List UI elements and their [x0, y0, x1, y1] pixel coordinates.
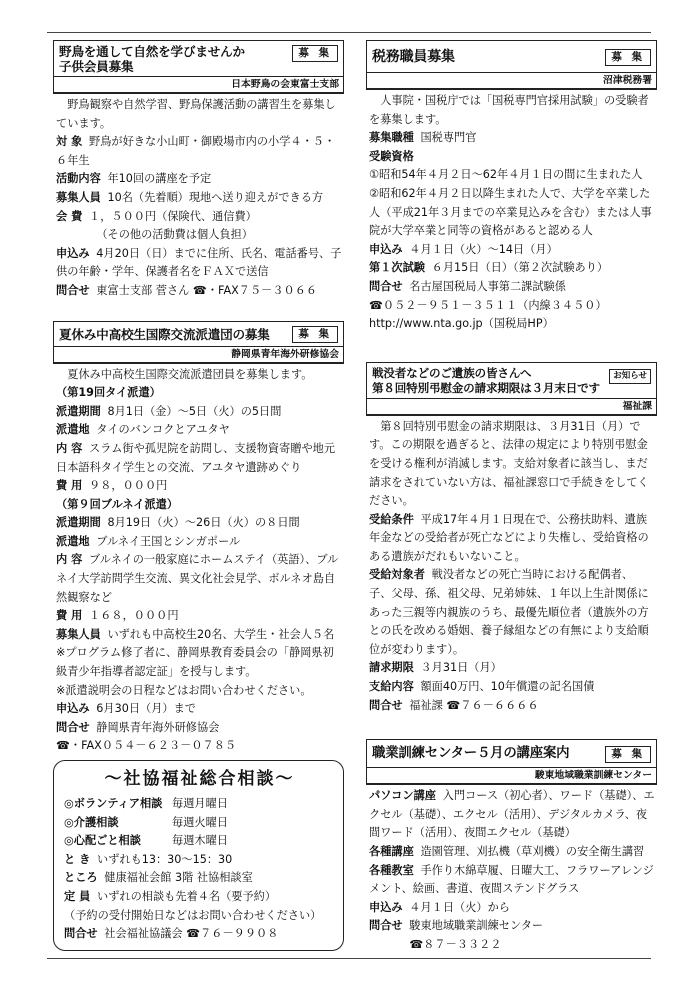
article-title: 税務職員募集: [372, 49, 455, 65]
contact-row: 問合せ 社会福祉協議会 ☎７６－９９０８: [64, 927, 279, 941]
contact-row: 問合せ 名古屋国税局人事第二課試験係: [369, 279, 566, 293]
recruit-badge: 募 集: [605, 746, 651, 763]
people-row: 募集人員 いずれも中高校生20名、大学生・社会人５名: [56, 627, 335, 641]
notice-badge: お知らせ: [609, 369, 651, 384]
fee-note: （その他の活動費は個人負担）: [96, 228, 253, 242]
tax-officer-article: [366, 40, 657, 334]
apply-row: 申込み 4月20日（日）までに住所、氏名、電話番号、子供の年齢・学年、保護者名をＦＡＸで送信: [56, 246, 342, 279]
payment-row: 支給内容 額面40万円、10年償還の記名国債: [369, 680, 595, 694]
article-title: 夏休み中高校生国際交流派遣団の募集: [59, 326, 270, 342]
article-header: [366, 362, 657, 416]
contact-row: 問合せ 駿東地域職業訓練センター: [369, 919, 544, 933]
website-link[interactable]: http://www.nta.go.jp（国税局HP）: [369, 317, 554, 331]
article-intro: 人事院・国税庁では「国税専門官採用試験」の受験者を募集します。: [369, 94, 649, 126]
when-row: と き いずれも13：30～15：30: [64, 852, 233, 866]
contact-row: 問合せ 静岡県青年海外研修協会: [56, 720, 220, 734]
apply-row: 申込み 6月30日（月）まで: [56, 702, 196, 716]
target-row: 受給対象者 戦没者などの死亡当時における配偶者、子、父母、孫、祖父母、兄弟姉妹、１年以上生計関係にあった三親等内親族のうち、最優先順位者（遺族外の方との氏を改める婚姻、養子縁組などの有無により支給順位が変わります）。: [369, 568, 649, 656]
article-header: [366, 739, 657, 785]
top-rule: [47, 32, 651, 33]
article-org: 福祉課: [367, 398, 656, 416]
apply-row: 申込み ４月１日（火）から: [369, 900, 510, 914]
article-body: [366, 785, 657, 954]
left-column: [53, 40, 344, 951]
qualification-2: ②昭和62年４月２日以降生まれた人で、大学を卒業した人（平成21年３月までの卒業見込みを含む）または人事院が大学卒業と同等の資格があると認める人: [369, 186, 652, 238]
box-title: ～社協福祉総合相談～: [104, 769, 295, 789]
cost-row: 費 用 １６８，０００円: [56, 609, 179, 623]
content-row: 内 容 スラム街や孤児院を訪問し、支援物資寄贈や地元日本語科タイ学生との交流、アユタヤ遺跡めぐり: [56, 441, 336, 474]
article-title: 野鳥を通して自然を学びませんか 子供会員募集: [59, 44, 245, 74]
section-thailand: （第19回タイ派遣）: [56, 386, 161, 400]
article-org: 静岡県青年海外研修協会: [54, 346, 343, 364]
condition-row: 受給条件 平成17年４月１日現在で、公務扶助料、遺族年金などの受給者が死亡などにより失権し、受給資格のある遺族がだれもいないこと。: [369, 512, 649, 563]
article-intro: 第８回特別弔慰金の請求期限は、３月31日（月）です。この期限を過ぎると、法律の規定により特別弔慰金を受ける権利が消滅します。支給対象者に該当し、まだ請求をされていない方は、福祉課窓口で手続きをしてください。: [369, 419, 649, 508]
article-org: 沼津税務署: [367, 72, 656, 90]
various-course-row: 各種講座 造園管理、刈払機（草刈機）の安全衛生講習: [369, 845, 645, 858]
recruit-badge: 募 集: [292, 45, 338, 62]
note-briefing: ※派遣説明会の日程などはお問い合わせください。: [56, 683, 312, 697]
exam-row: 第１次試験 ６月15日（日）（第２次試験あり）: [369, 261, 609, 275]
period-row: 派遣期間 8月19日（火）～26日（火）の８日間: [56, 516, 300, 530]
capacity-row: 定 員 いずれの相談も先着４名（要予約）: [64, 889, 277, 903]
contact-tel: ☎・FAX０５４－６２３－０７８５: [56, 739, 237, 753]
contact-row: 問合せ 福祉課 ☎７６－６６６６: [369, 698, 539, 712]
job-row: 募集職種 国税専門官: [369, 131, 477, 145]
deadline-row: 請求期限 ３月31日（月）: [369, 661, 502, 675]
destination-row: 派遣地 ブルネイ王国とシンガポール: [56, 534, 241, 548]
target-row: 対 象 野鳥が好きな小山町・御殿場市内の小学４・５・６年生: [56, 135, 336, 167]
section-brunei: （第９回ブルネイ派遣）: [56, 497, 179, 511]
qualification-label: 受験資格: [369, 149, 414, 163]
pc-course-row: パソコン講座 入門コース（初心者）、ワード（基礎）、エクセル（基礎）、エクセル（活用）、デジタルカメラ、夜間ワード（活用）、夜間エクセル（基礎）: [369, 789, 655, 840]
article-header: [53, 321, 344, 364]
contact-row: 問合せ 東富士支部 菅さん ☎・FAX７５－３０６６: [56, 283, 318, 297]
exchange-program-article: [53, 321, 344, 756]
article-org: 駿東地域職業訓練センター: [367, 767, 656, 785]
recruit-badge: 募 集: [605, 49, 651, 66]
class-row: 各種教室 手作り木綿草履、日曜大工、フラワーアレンジメント、絵画、書道、夜間ステンドグラス: [369, 863, 654, 896]
content-row: 内 容 ブルネイの一般家庭にホームステイ（英語）、ブルネイ大学訪問学生交流、異文化社会見学、ボルネオ島自然観察など: [56, 553, 339, 604]
article-body: [53, 94, 344, 301]
vocational-training-article: [366, 739, 657, 954]
bird-club-article: [53, 40, 344, 301]
article-org: 日本野鳥の会東富士支部: [54, 76, 343, 94]
contact-tel: ☎８７－３３２２: [409, 937, 502, 951]
period-row: 派遣期間 8月1日（金）～5日（火）の5日間: [56, 404, 282, 418]
article-title: 戦没者などのご遺族の皆さんへ 第８回特別弔慰金の請求期限は３月末日です: [372, 365, 600, 395]
bottom-rule: [47, 958, 651, 959]
article-header: [53, 40, 344, 94]
cost-row: 費 用 ９８，０００円: [56, 479, 168, 493]
reservation-note: （予約の受付開始日などはお問い合わせください）: [64, 908, 322, 922]
people-row: 募集人員 10名（先着順）現地へ送り迎えができる方: [56, 190, 324, 204]
condolence-money-article: [366, 362, 657, 716]
article-intro: 野鳥観察や自然学習、野鳥保護活動の講習生を募集しています。: [56, 98, 336, 130]
article-intro: 夏休み中高校生国際交流派遣団員を募集します。: [67, 367, 313, 381]
activity-row: 活動内容 年10回の講座を予定: [56, 172, 212, 186]
volunteer-row: ◎ボランティア相談 毎週月曜日: [64, 797, 228, 810]
where-row: ところ 健康福祉会館 3階 社協相談室: [64, 871, 253, 885]
article-header: [366, 40, 657, 90]
article-body: [366, 416, 657, 716]
article-title: 職業訓練センター５月の講座案内: [372, 746, 570, 762]
qualification-1: ①昭和54年４月２日～62年４月１日の間に生まれた人: [369, 168, 643, 182]
contact-tel: ☎０５２－９５１－３５１１（内線３４５０）: [369, 298, 607, 312]
note-certificate: ※プログラム修了者に、静岡県教育委員会の「静岡県初級青少年指導者認定証」を授与します。: [56, 646, 334, 679]
article-body: [53, 364, 344, 756]
fee-row: 会 費 １，５００円（保険代、通信費）: [56, 209, 257, 223]
welfare-consultation-box: [53, 760, 344, 951]
care-row: ◎介護相談 毎週火曜日: [64, 815, 228, 829]
article-body: [366, 90, 657, 334]
destination-row: 派遣地 タイのバンコクとアユタヤ: [56, 423, 230, 437]
apply-row: 申込み ４月１日（火）～14日（月）: [369, 242, 558, 256]
right-column: [366, 40, 657, 955]
worry-row: ◎心配ごと相談 毎週木曜日: [64, 834, 228, 848]
recruit-badge: 募 集: [292, 326, 338, 343]
